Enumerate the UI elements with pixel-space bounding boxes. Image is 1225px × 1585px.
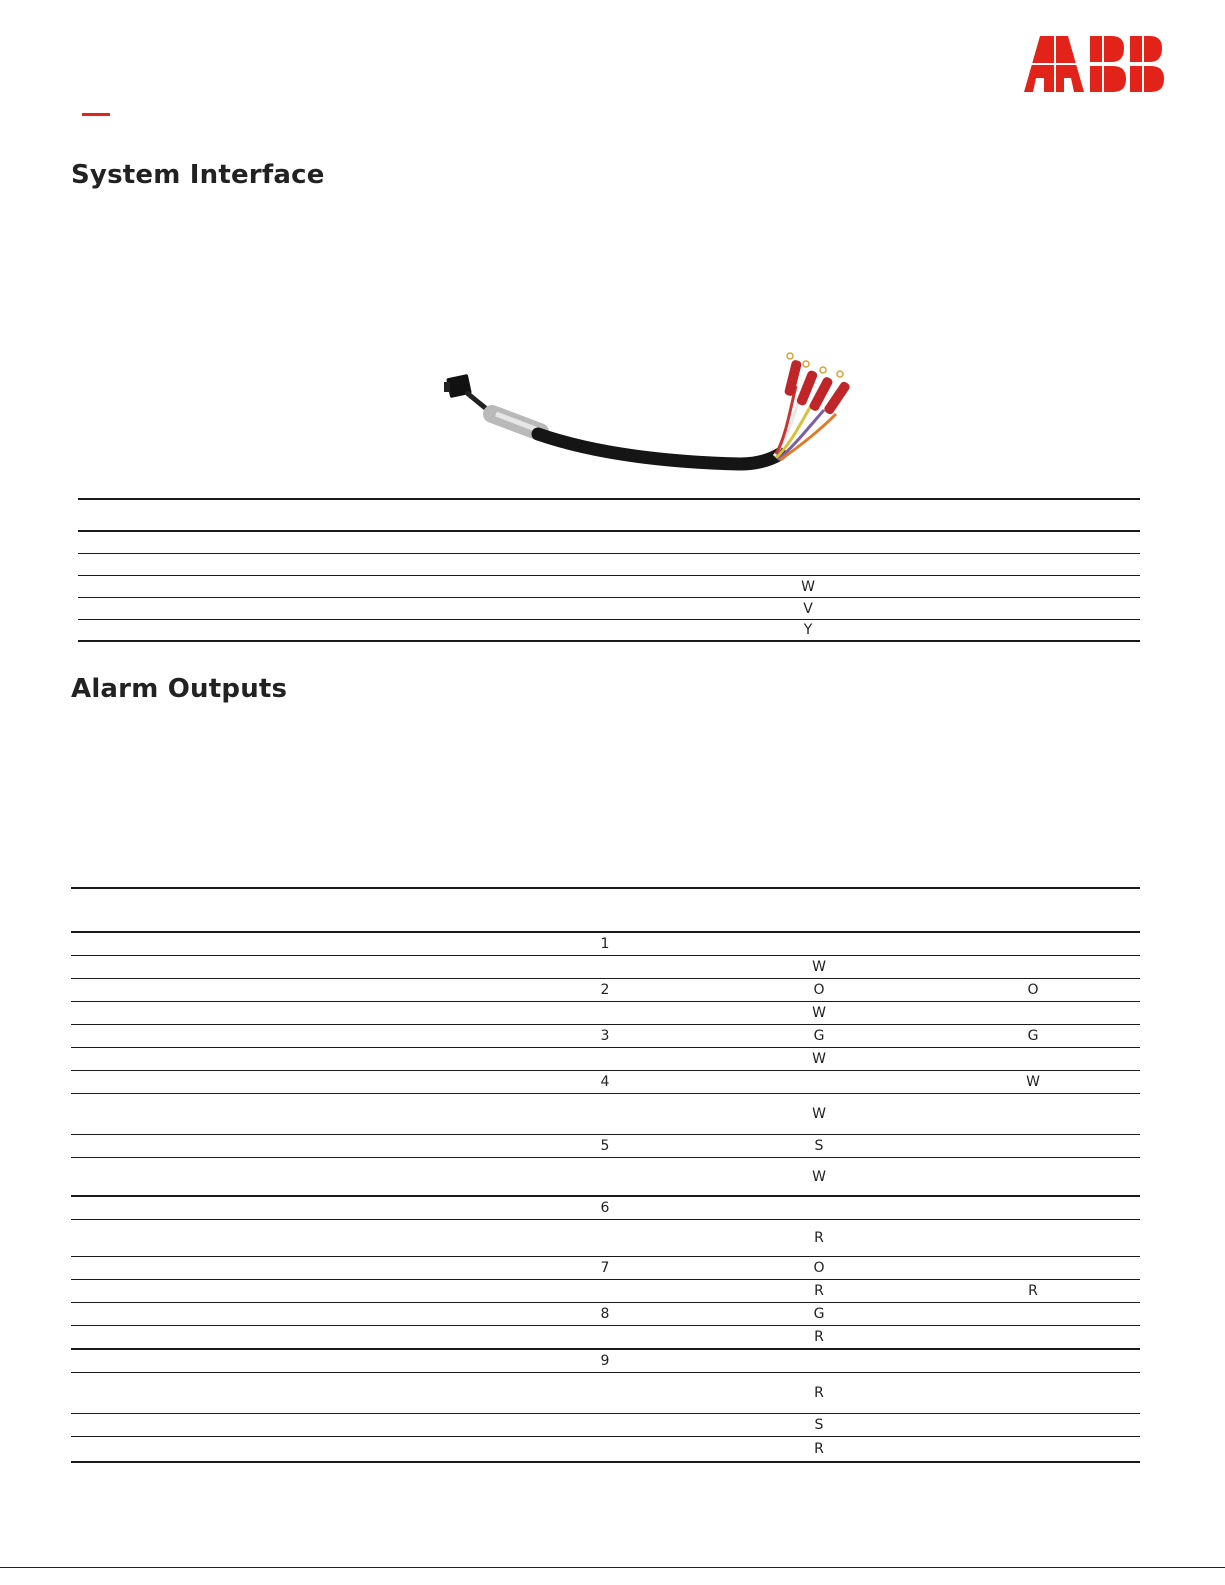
table-cell: G <box>1027 1028 1039 1044</box>
footer-rule <box>0 1567 1225 1568</box>
table-row <box>71 1414 1140 1437</box>
table-cell: W <box>812 1005 826 1021</box>
table-cell: O <box>1027 982 1039 998</box>
table-cell: R <box>814 1230 824 1246</box>
table-cell: W <box>812 959 826 975</box>
system-interface-table <box>78 498 1140 642</box>
table-row <box>71 1048 1140 1071</box>
table-row <box>78 532 1140 554</box>
table-cell: O <box>813 1260 825 1276</box>
table-cell: 7 <box>600 1260 610 1276</box>
table-cell: R <box>814 1441 824 1457</box>
table-row <box>71 1437 1140 1463</box>
table-header <box>71 887 1140 933</box>
table-row <box>71 1094 1140 1135</box>
table-row: W <box>78 576 1140 598</box>
accent-bar <box>82 113 110 116</box>
table-cell: R <box>814 1385 824 1401</box>
table-row <box>71 1197 1140 1220</box>
table-row <box>71 1220 1140 1257</box>
table-cell: W <box>812 1106 826 1122</box>
table-cell: G <box>813 1306 825 1322</box>
table-row <box>71 1280 1140 1303</box>
table-row <box>71 1158 1140 1197</box>
system-interface-heading: System Interface <box>71 160 325 190</box>
table-cell: 1 <box>600 936 610 952</box>
table-cell: 4 <box>600 1074 610 1090</box>
table-cell: G <box>813 1028 825 1044</box>
table-row <box>71 1071 1140 1094</box>
table-row <box>71 933 1140 956</box>
table-cell: W <box>812 1051 826 1067</box>
alarm-outputs-heading: Alarm Outputs <box>71 674 288 704</box>
table-cell: W <box>1026 1074 1040 1090</box>
table-row <box>71 1257 1140 1280</box>
table-row <box>71 956 1140 979</box>
abb-logo <box>1024 36 1164 92</box>
table-cell: R <box>814 1329 824 1345</box>
table-row <box>71 1350 1140 1373</box>
table-cell: 5 <box>600 1138 610 1154</box>
alarm-outputs-table <box>71 887 1140 1463</box>
table-row <box>71 979 1140 1002</box>
table-row <box>71 1303 1140 1326</box>
table-row <box>71 1025 1140 1048</box>
table-row <box>71 1373 1140 1414</box>
table-header <box>78 498 1140 532</box>
table-cell: 3 <box>600 1028 610 1044</box>
cable-harness-image <box>440 348 860 480</box>
table-row <box>78 554 1140 576</box>
table-cell: 6 <box>600 1200 610 1216</box>
table-row: V <box>78 598 1140 620</box>
table-cell: R <box>1028 1283 1038 1299</box>
table-cell: 2 <box>600 982 610 998</box>
table-row: Y <box>78 620 1140 642</box>
table-cell: S <box>814 1138 824 1154</box>
table-cell: W <box>812 1168 826 1185</box>
table-cell: O <box>813 982 825 998</box>
table-cell: S <box>814 1417 824 1433</box>
table-cell: R <box>814 1283 824 1299</box>
table-row <box>71 1135 1140 1158</box>
table-row <box>71 1326 1140 1350</box>
table-cell: 9 <box>600 1353 610 1369</box>
table-cell: 8 <box>600 1306 610 1322</box>
table-row <box>71 1002 1140 1025</box>
